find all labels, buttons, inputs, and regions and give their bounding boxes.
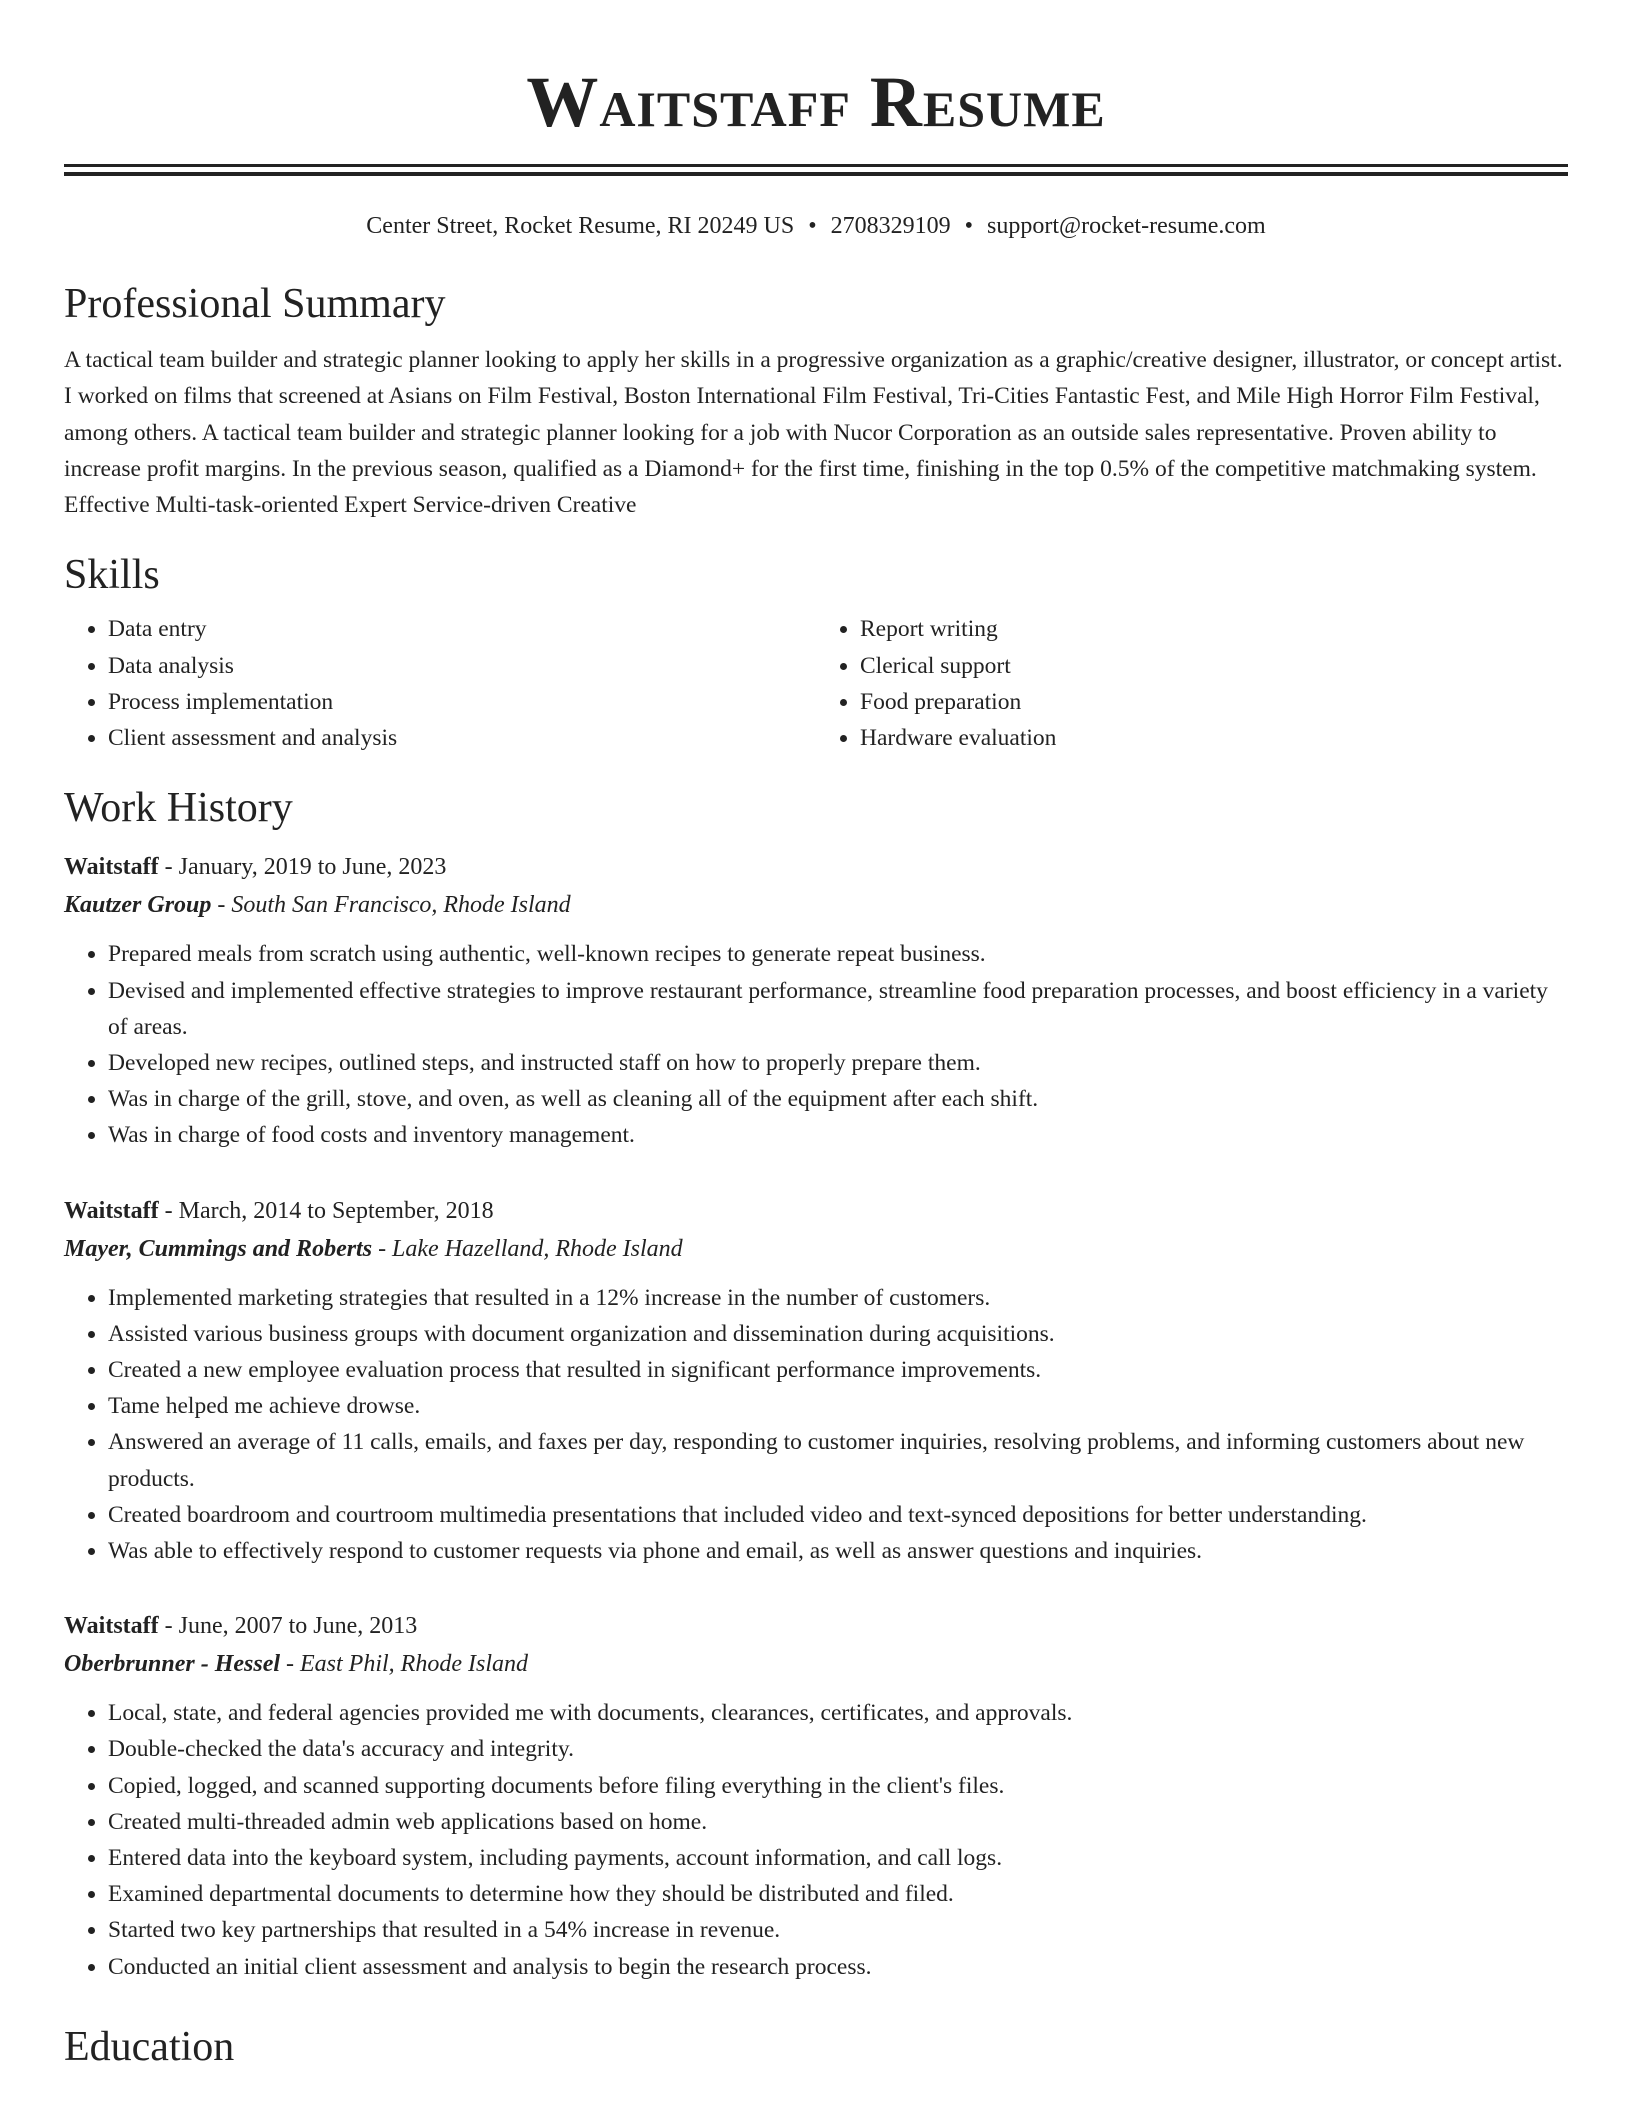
job-company: Mayer, Cummings and Roberts (64, 1235, 373, 1262)
job-bullet: • Created multi-threaded admin web applications based on home. (108, 1804, 1568, 1840)
job-company: Oberbrunner - Hessel (64, 1651, 281, 1678)
job-title-line (64, 848, 1568, 886)
summary-heading: Professional Summary (64, 281, 446, 327)
job-company-line (64, 1230, 1568, 1268)
job-company-line (64, 886, 1568, 924)
job-bullet: • Implemented marketing strategies that resulted in a 12% increase in the number of customers. (108, 1280, 1568, 1316)
contact-email: support@rocket-resume.com (987, 213, 1266, 239)
skills-list-left (64, 611, 816, 756)
job-title: Waitstaff (64, 854, 159, 881)
job-dates: - June, 2007 to June, 2013 (158, 1613, 418, 1640)
job-company-line (64, 1645, 1568, 1683)
job-bullet: • Created a new employee evaluation process that resulted in significant performance improvements. (108, 1352, 1568, 1388)
education-heading: Education (64, 2023, 235, 2070)
contact-separator: • (964, 213, 974, 239)
resume-title: Waitstaff Resume (526, 62, 1106, 142)
job-bullet: • Prepared meals from scratch using authentic, well-known recipes to generate repeat business. (108, 936, 1568, 972)
job-location: - Lake Hazelland, Rhode Island (372, 1235, 683, 1262)
job-bullet: • Was in charge of food costs and inventory management. (108, 1117, 1568, 1153)
job-bullet: • Was able to effectively respond to customer requests via phone and email, as well as answer questions and inquiries. (108, 1533, 1568, 1569)
resume-page (64, 0, 1568, 2073)
job-entry (64, 1607, 1568, 1985)
job-bullet: • Entered data into the keyboard system, including payments, account information, and call logs. (108, 1840, 1568, 1876)
job-bullets (64, 1280, 1568, 1570)
title-rule-thick (64, 172, 1568, 176)
skill-item: • Client assessment and analysis (108, 720, 816, 756)
job-entry (64, 1192, 1568, 1570)
skill-item: • Data analysis (108, 648, 816, 684)
job-bullet: • Assisted various business groups with document organization and dissemination during acquisitions. (108, 1316, 1568, 1352)
job-bullet: • Conducted an initial client assessment and analysis to begin the research process. (108, 1949, 1568, 1985)
job-bullet: • Answered an average of 11 calls, emails, and faxes per day, responding to customer inquiries, resolving problems, and informing customers about new products. (108, 1424, 1568, 1496)
job-company: Kautzer Group (64, 892, 212, 919)
job-bullet: • Was in charge of the grill, stove, and oven, as well as cleaning all of the equipment after each shift. (108, 1081, 1568, 1117)
job-bullet: • Developed new recipes, outlined steps, and instructed staff on how to properly prepare them. (108, 1045, 1568, 1081)
job-bullet: • Tame helped me achieve drowse. (108, 1388, 1568, 1424)
skill-item: • Data entry (108, 611, 816, 647)
work-history-heading: Work History (64, 785, 293, 832)
skills-list-right (816, 611, 1568, 756)
contact-separator: • (808, 213, 817, 239)
contact-address: Center Street, Rocket Resume, RI 20249 US (366, 213, 795, 239)
job-title-line (64, 1192, 1568, 1230)
skill-item: • Process implementation (108, 684, 816, 720)
skill-item: • Report writing (860, 611, 1568, 647)
job-entry (64, 848, 1568, 1153)
summary-text: A tactical team builder and strategic planner looking to apply her skills in a progressive organization as a graphic/creative designer, illustrator, or concept artist. I worked on films that screened at Asians on Film Festival, Boston International Film Festival, Tri-Cities Fantastic Fest, and Mile High Horror Film Festival, among others. A tactical team builder and strategic planner looking for a job with Nucor Corporation as an outside sales representative. Proven ability to increase profit margins. In the previous season, qualified as a Diamond+ for the first time, finishing in the top 0.5% of the competitive matchmaking system. Effective Multi-task-oriented Expert Service-driven Creative (64, 347, 1563, 519)
job-dates: - March, 2014 to September, 2018 (158, 1197, 494, 1224)
contact-phone: 2708329109 (830, 213, 951, 239)
job-title: Waitstaff (64, 1613, 159, 1640)
job-title-line (64, 1607, 1568, 1645)
job-bullet: • Started two key partnerships that resulted in a 54% increase in revenue. (108, 1912, 1568, 1948)
skills-columns (64, 611, 1568, 756)
job-location: - South San Francisco, Rhode Island (211, 892, 571, 919)
job-bullet: • Created boardroom and courtroom multimedia presentations that included video and text-synced depositions for better understanding. (108, 1497, 1568, 1533)
job-bullets (64, 1695, 1568, 1985)
job-title: Waitstaff (64, 1197, 159, 1224)
contact-line (64, 210, 1568, 242)
job-bullet: • Double-checked the data's accuracy and integrity. (108, 1731, 1568, 1767)
job-bullet: • Devised and implemented effective strategies to improve restaurant performance, streamline food preparation processes, and boost efficiency in a variety of areas. (108, 973, 1568, 1045)
job-bullet: • Copied, logged, and scanned supporting documents before filing everything in the client's files. (108, 1768, 1568, 1804)
title-rule-thin (64, 164, 1568, 167)
skill-item: • Clerical support (860, 648, 1568, 684)
job-bullet: • Examined departmental documents to determine how they should be distributed and filed. (108, 1876, 1568, 1912)
skills-heading: Skills (64, 552, 160, 599)
job-bullets (64, 936, 1568, 1153)
skill-item: • Hardware evaluation (860, 720, 1568, 756)
job-bullet: • Local, state, and federal agencies provided me with documents, clearances, certificates, and approvals. (108, 1695, 1568, 1731)
skill-item: • Food preparation (860, 684, 1568, 720)
job-dates: - January, 2019 to June, 2023 (158, 854, 447, 881)
job-location: - East Phil, Rhode Island (280, 1651, 528, 1678)
